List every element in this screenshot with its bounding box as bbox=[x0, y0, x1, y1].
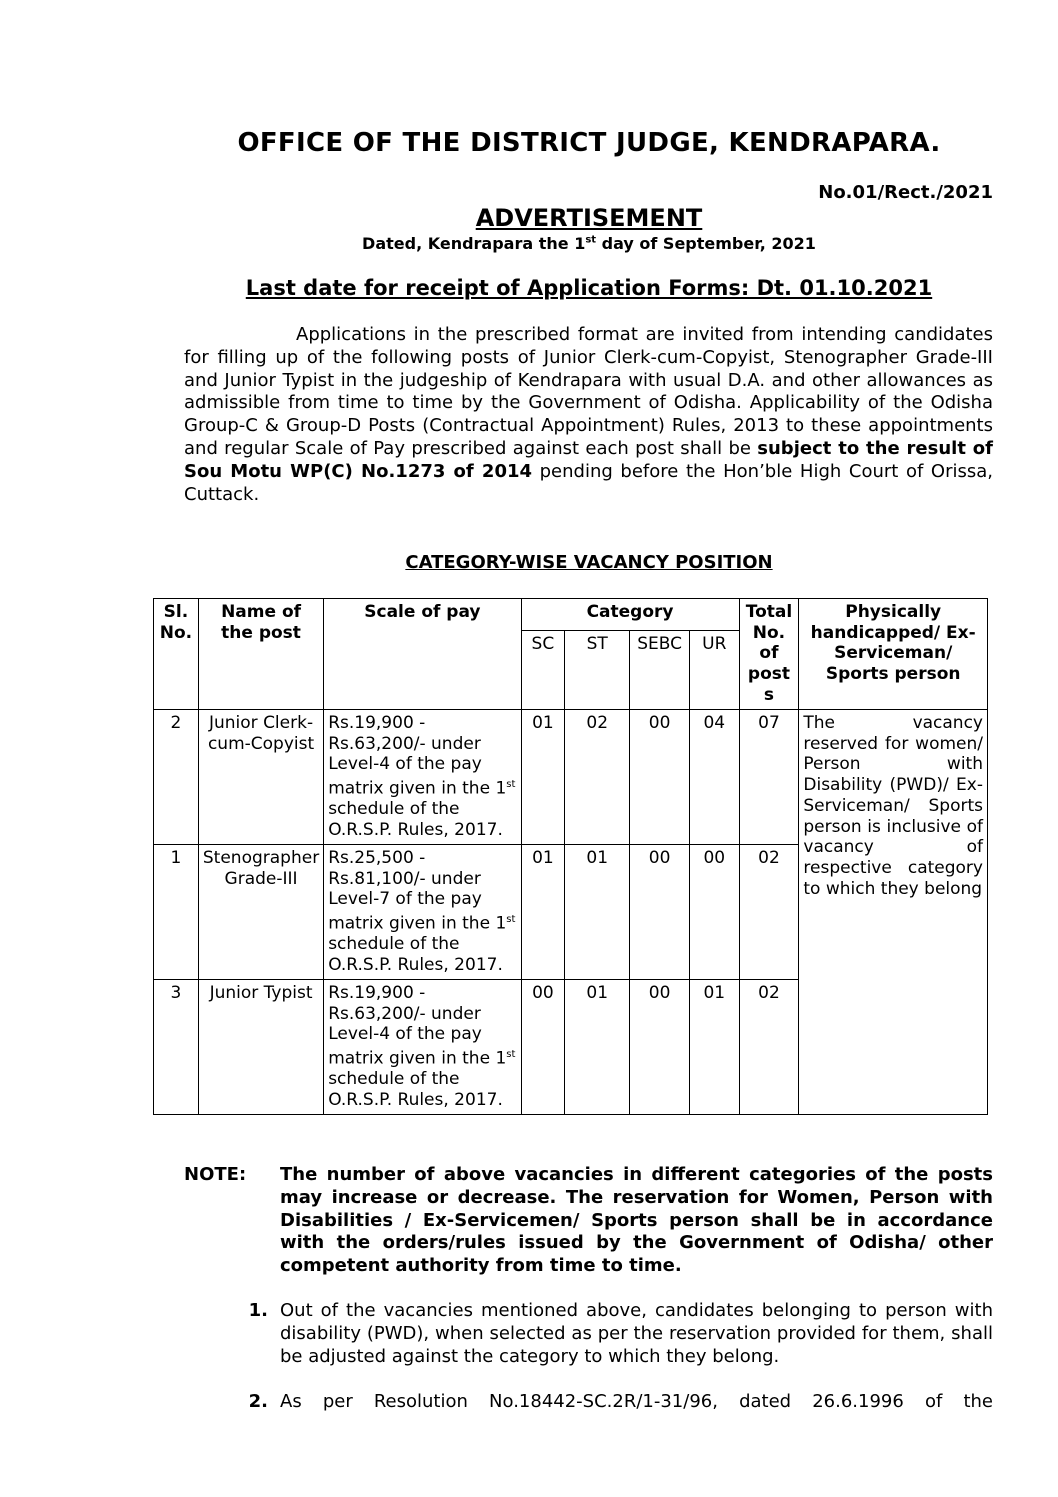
office-title: OFFICE OF THE DISTRICT JUDGE, KENDRAPARA. bbox=[237, 128, 941, 158]
header-row bbox=[154, 599, 988, 631]
cell-scale bbox=[324, 845, 521, 980]
table-title: CATEGORY-WISE VACANCY POSITION bbox=[405, 552, 773, 573]
cell-sl: 1 bbox=[154, 845, 199, 980]
cell-scale bbox=[324, 980, 521, 1115]
vacancy-table bbox=[153, 598, 988, 1115]
cell-scale bbox=[324, 710, 521, 845]
last-date-heading: Last date for receipt of Application Forms: Dt. 01.10.2021 bbox=[245, 276, 933, 300]
header-st: ST bbox=[565, 631, 630, 710]
cell-total: 07 bbox=[739, 710, 799, 845]
cell-sebc: 00 bbox=[630, 980, 690, 1115]
header-total: Total No. of post s bbox=[739, 599, 799, 710]
scale-post: schedule of the O.R.S.P. Rules, 2017. bbox=[328, 1069, 503, 1111]
header-scale: Scale of pay bbox=[324, 599, 521, 710]
intro-paragraph bbox=[184, 324, 993, 506]
item-number: 1. bbox=[248, 1300, 268, 1321]
dated-line bbox=[0, 234, 1058, 253]
header-sl: Sl. No. bbox=[154, 599, 199, 710]
scale-pre: Rs.25,500 - Rs.81,100/- under Level-7 of the pay matrix given in the 1 bbox=[328, 848, 507, 934]
reference-number: No.01/Rect./2021 bbox=[818, 182, 993, 203]
cell-sc: 01 bbox=[521, 845, 565, 980]
cell-ur: 04 bbox=[690, 710, 740, 845]
scale-sup: st bbox=[506, 1049, 516, 1061]
header-sc: SC bbox=[521, 631, 565, 710]
dated-superscript: st bbox=[585, 234, 597, 246]
cell-sebc: 00 bbox=[630, 845, 690, 980]
note-text: The number of above vacancies in different categories of the posts may increase or decrease. The reservation for Women, Person with Disabilities / Ex-Servicemen/ Sports person shall be in accordance with the orders/rules issued by the Government of Odisha/ other competent authority from time to time. bbox=[280, 1164, 993, 1277]
header-sebc: SEBC bbox=[630, 631, 690, 710]
header-post: Name of the post bbox=[198, 599, 323, 710]
scale-post: schedule of the O.R.S.P. Rules, 2017. bbox=[328, 934, 503, 976]
cell-sl: 3 bbox=[154, 980, 199, 1115]
cell-post: Junior Clerk-cum-Copyist bbox=[198, 710, 323, 845]
dated-prefix: Dated, Kendrapara the 1 bbox=[362, 234, 586, 253]
cell-st: 01 bbox=[565, 845, 630, 980]
scale-sup: st bbox=[506, 779, 516, 791]
header-ur: UR bbox=[690, 631, 740, 710]
cell-st: 01 bbox=[565, 980, 630, 1115]
cell-total: 02 bbox=[739, 980, 799, 1115]
item-text: Out of the vacancies mentioned above, candidates belonging to person with disability (PWD), when selected as per the reservation provided for them, shall be adjusted against the category to which they belong. bbox=[280, 1300, 993, 1367]
cell-sebc: 00 bbox=[630, 710, 690, 845]
cell-ur: 01 bbox=[690, 980, 740, 1115]
item-number: 2. bbox=[248, 1391, 268, 1412]
header-ph: Physically handicapped/ Ex-Serviceman/ Sports person bbox=[799, 599, 988, 710]
advertisement-heading: ADVERTISEMENT bbox=[475, 204, 703, 232]
intro-bold: subject to the result of Sou Motu WP(C) No.1273 of 2014 bbox=[184, 437, 993, 482]
intro-part-2: pending before the Hon’ble High Court of Orissa, Cuttack. bbox=[184, 460, 993, 505]
scale-pre: Rs.19,900 - Rs.63,200/- under Level-4 of the pay matrix given in the 1 bbox=[328, 983, 507, 1069]
cell-ur: 00 bbox=[690, 845, 740, 980]
cell-sc: 01 bbox=[521, 710, 565, 845]
cell-sl: 2 bbox=[154, 710, 199, 845]
cell-post: Stenographer Grade-III bbox=[198, 845, 323, 980]
scale-post: schedule of the O.R.S.P. Rules, 2017. bbox=[328, 799, 503, 841]
cell-total: 02 bbox=[739, 845, 799, 980]
cell-sc: 00 bbox=[521, 980, 565, 1115]
table-row bbox=[154, 710, 988, 845]
header-category: Category bbox=[521, 599, 739, 631]
item-text: As per Resolution No.18442-SC.2R/1-31/96, dated 26.6.1996 of the bbox=[280, 1391, 993, 1412]
scale-sup: st bbox=[506, 914, 516, 926]
intro-part-1: Applications in the prescribed format are invited from intending candidates for filling up of the following posts of Junior Clerk-cum-Copyist, Stenographer Grade-III and Junior Typist in the judgeship of Kendrapara with usual D.A. and other allowances as admissible from time to time by the Government of Odisha. Applicability of the Odisha Group-C & Group-D Posts (Contractual Appointment) Rules, 2013 to these appointments and regular Scale of Pay prescribed against each post shall be bbox=[184, 324, 993, 459]
cell-post: Junior Typist bbox=[198, 980, 323, 1115]
note-label: NOTE: bbox=[184, 1164, 247, 1185]
dated-suffix: day of September, 2021 bbox=[596, 234, 816, 253]
cell-ph-note: The vacancy reserved for women/ Person with Disability (PWD)/ Ex-Serviceman/ Sports person is inclusive of vacancy of respective category to which they belong bbox=[799, 710, 988, 1115]
cell-st: 02 bbox=[565, 710, 630, 845]
scale-pre: Rs.19,900 - Rs.63,200/- under Level-4 of the pay matrix given in the 1 bbox=[328, 713, 507, 799]
